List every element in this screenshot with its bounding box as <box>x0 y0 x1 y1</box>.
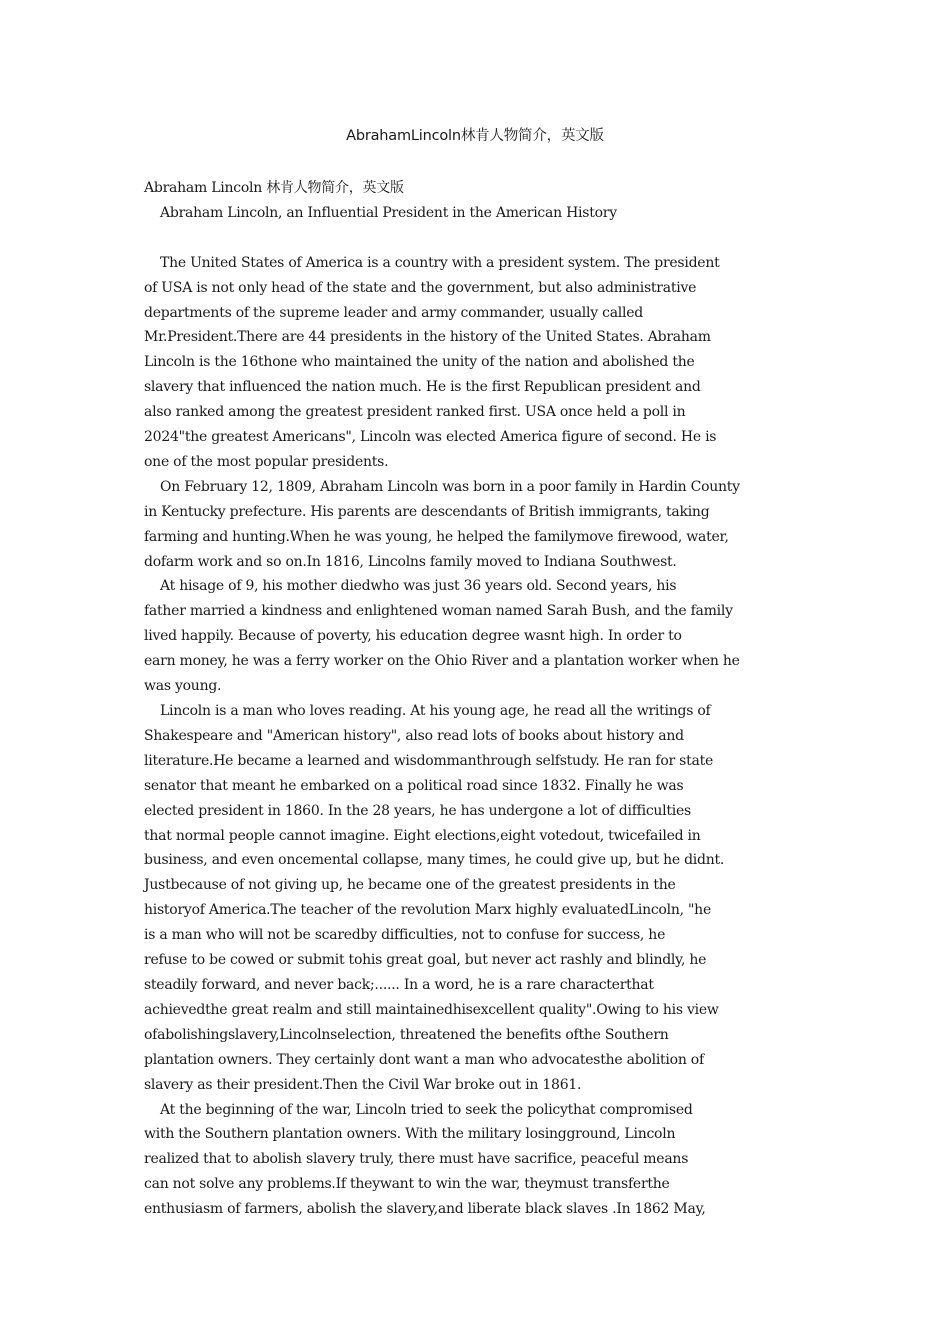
paragraph-line: plantation owners. They certainly dont want a man who advocatesthe abolition of <box>144 1051 704 1068</box>
document-body <box>144 176 816 1222</box>
paragraph-line: enthusiasm of farmers, abolish the slavery,and liberate black slaves .In 1862 May, <box>144 1201 706 1218</box>
paragraph-line: that normal people cannot imagine. Eight elections,eight votedout, twicefailed in <box>144 827 701 844</box>
paragraph-line: On February 12, 1809, Abraham Lincoln was born in a poor family in Hardin County <box>160 478 740 495</box>
paragraph-line: father married a kindness and enlightened woman named Sarah Bush, and the family <box>144 603 733 620</box>
paragraph-line: business, and even oncemental collapse, many times, he could give up, but he didnt. <box>144 852 725 869</box>
paragraph-line: slavery that influenced the nation much. He is the first Republican president and <box>144 379 701 396</box>
paragraph-line: dofarm work and so on.In 1816, Lincolns family moved to Indiana Southwest. <box>144 553 677 570</box>
paragraph-line: senator that meant he embarked on a political road since 1832. Finally he was <box>144 777 684 794</box>
document-heading: Abraham Lincoln 林肯人物简介，英文版 <box>144 180 404 196</box>
paragraph-line: At the beginning of the war, Lincoln tried to seek the policythat compromised <box>160 1101 693 1118</box>
paragraph-line: Lincoln is the 16thone who maintained the unity of the nation and abolished the <box>144 354 695 371</box>
paragraph-line: departments of the supreme leader and army commander, usually called <box>144 304 644 321</box>
paragraph-line: Mr.President.There are 44 presidents in the history of the United States. Abraham <box>144 329 711 346</box>
paragraph-line: refuse to be cowed or submit tohis great goal, but never act rashly and blindly, he <box>144 952 707 969</box>
paragraph <box>144 1098 816 1223</box>
paragraph-line: one of the most popular presidents. <box>144 453 389 470</box>
document-subtitle: Abraham Lincoln, an Influential President in the American History <box>160 204 617 221</box>
paragraph-line: farming and hunting.When he was young, he helped the familymove firewood, water, <box>144 528 729 545</box>
paragraph-line: Shakespeare and "American history", also read lots of books about history and <box>144 727 684 744</box>
paragraph-line: in Kentucky prefecture. His parents are descendants of British immigrants, taking <box>144 503 710 520</box>
paragraph-line: At hisage of 9, his mother diedwho was just 36 years old. Second years, his <box>160 578 677 595</box>
paragraph-line: realized that to abolish slavery truly, there must have sacrifice, peaceful means <box>144 1151 689 1168</box>
blank-line <box>144 226 816 251</box>
paragraph-line: slavery as their president.Then the Civil War broke out in 1861. <box>144 1076 582 1093</box>
paragraph-line: is a man who will not be scaredby difficulties, not to confuse for success, he <box>144 927 666 944</box>
paragraph-line: 2024"the greatest Americans", Lincoln was elected America figure of second. He is <box>144 429 717 446</box>
paragraph <box>144 251 816 475</box>
paragraph-line: was young. <box>144 678 222 695</box>
paragraph-line: elected president in 1860. In the 28 years, he has undergone a lot of difficulties <box>144 802 691 819</box>
paragraph-line: lived happily. Because of poverty, his education degree wasnt high. In order to <box>144 628 682 645</box>
paragraph <box>144 699 816 1098</box>
paragraph-line: The United States of America is a country with a president system. The president <box>160 254 720 271</box>
paragraph-line: earn money, he was a ferry worker on the Ohio River and a plantation worker when he <box>144 653 740 670</box>
paragraph-line: with the Southern plantation owners. With the military losingground, Lincoln <box>144 1126 676 1143</box>
paragraph-line: Justbecause of not giving up, he became one of the greatest presidents in the <box>144 877 676 894</box>
document-title: AbrahamLincoln林肯人物简介，英文版 <box>346 128 604 144</box>
paragraph-line: literature.He became a learned and wisdommanthrough selfstudy. He ran for state <box>144 752 714 769</box>
paragraph-line: Lincoln is a man who loves reading. At his young age, he read all the writings of <box>160 703 711 720</box>
paragraph <box>144 574 816 699</box>
paragraph <box>144 475 816 575</box>
paragraph-line: can not solve any problems.If theywant to win the war, theymust transferthe <box>144 1176 670 1193</box>
paragraph-line: of USA is not only head of the state and the government, but also administrative <box>144 279 697 296</box>
paragraphs <box>144 251 816 1222</box>
paragraph-line: also ranked among the greatest president ranked first. USA once held a poll in <box>144 404 686 421</box>
paragraph-line: achievedthe great realm and still maintainedhisexcellent quality".Owing to his view <box>144 1001 719 1018</box>
paragraph-line: ofabolishingslavery,Lincolnselection, threatened the benefits ofthe Southern <box>144 1026 669 1043</box>
paragraph-line: steadily forward, and never back;...... In a word, he is a rare characterthat <box>144 976 654 993</box>
paragraph-line: historyof America.The teacher of the revolution Marx highly evaluatedLincoln, "he <box>144 902 711 919</box>
